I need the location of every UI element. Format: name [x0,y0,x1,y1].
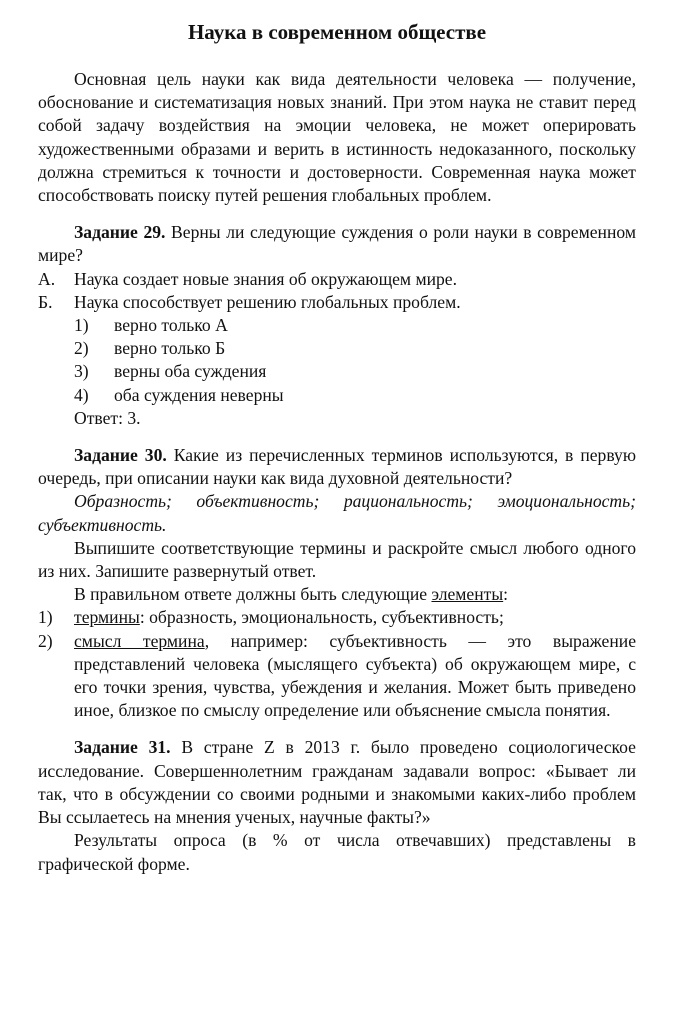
task29-question-text: Верны ли следующие суждения о роли науки в современном мире? [38,222,636,266]
task30-elements-intro [38,583,636,606]
option-text: оба суждения неверны [114,384,284,405]
item-number: 1) [38,607,53,628]
page-title: Наука в современном обществе [187,20,487,44]
item-key: смысл термина [74,630,205,651]
option-number: 4) [74,384,89,405]
item-key: термины [74,607,140,628]
task30-label: Задание 30. [74,445,167,466]
task29-label: Задание 29. [74,222,166,243]
option-number: 2) [74,338,89,359]
task29-option-4 [38,384,636,407]
statement-text: Наука способствует решению глобальных проблем. [74,291,461,312]
task30-instruction: Выпишите соответствующие термины и раскройте смысл любого одного из них. Запишите развернутый ответ. [38,537,636,582]
page [38,18,636,876]
statement-label: А. [38,268,56,289]
task30-item-1 [38,606,636,629]
task29-statement-b [38,291,636,314]
task29-option-2 [38,337,636,360]
item-text [74,630,636,723]
elements-intro-text: В правильном ответе должны быть следующие [74,584,428,605]
intro-paragraph: Основная цель науки как вида деятельности человека — получение, обоснование и систематизация новых знаний. При этом наука не ставит перед собой задачу воздействия на эмоции человека, не может оперировать художественными образами и верить в истинность недоказанного, поскольку должна стремиться к точности и достоверности. Современная наука может способствовать поиску путей решения глобальных проблем. [38,69,636,206]
task29-answer: Ответ: 3. [74,407,141,428]
task31-question [38,736,636,829]
task31-label: Задание 31. [74,737,171,758]
task31-results: Результаты опроса (в % от числа отвечавших) представлены в графической форме. [38,830,636,874]
option-text: верно только Б [114,338,226,359]
option-text: верно только А [114,315,228,336]
task30-terms: Образность; объективность; рациональность; эмоциональность; субъективность. [38,491,636,535]
item-text [74,606,636,629]
task29-option-1 [38,314,636,337]
task29-option-3 [38,360,636,383]
task30-question-text: Какие из перечисленных терминов используются, в первую очередь, при описании науки как вида духовной деятельности? [38,445,636,489]
task30-question [38,444,636,490]
option-number: 3) [74,361,89,382]
task30-item-2 [38,630,636,723]
statement-label: Б. [38,291,53,312]
statement-text: Наука создает новые знания об окружающем мире. [74,268,458,289]
task29-statement-a [38,268,636,291]
task29-question [38,221,636,267]
elements-word: элементы [431,584,504,605]
task31-question-text: В стране Z в 2013 г. было проведено социологическое исследование. Совершеннолетним гражданам задавали вопрос: «Бывает ли так, что в обсуждении со своими родными и знакомыми каких-либо проблем Вы ссылаетесь на мнения ученых, научные факты?» [38,737,636,828]
item-body: : образность, эмоциональность, субъективность; [139,607,504,628]
option-text: верны оба суждения [114,361,267,382]
item-body: , например: субъективность — это выражение представлений человека (мыслящего субъекта) об окружающем мире, с его точки зрения, чувства, убеждения и желания. Может быть приведено иное, близкое по смыслу определение или объяснение смысла понятия. [74,630,636,721]
item-number: 2) [38,630,53,651]
elements-colon: : [503,584,509,605]
option-number: 1) [74,315,89,336]
